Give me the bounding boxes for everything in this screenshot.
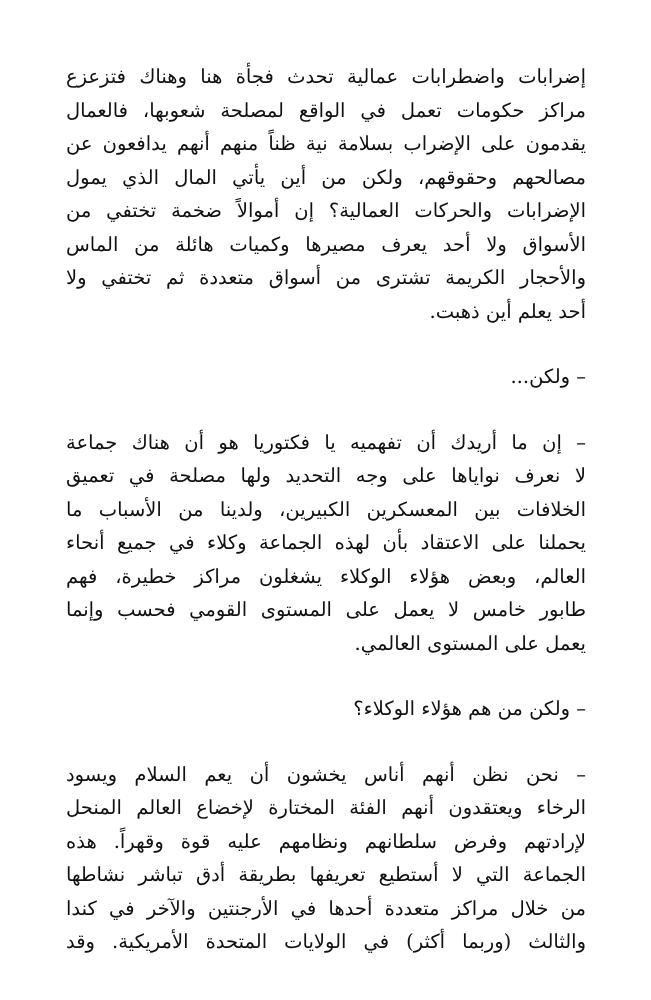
paragraph-2: [66, 360, 586, 394]
text-line: يقدمون على الإضراب بسلامة نية ظناً منهم أنهم يدافعون عن: [66, 132, 586, 155]
text-line: الإضرابات والحركات العمالية؟ إن أموالاً ضخمة تختفي من: [66, 199, 586, 222]
paragraph-spacer: [66, 394, 586, 426]
text-line: – ولكن من هم هؤلاء الوكلاء؟: [353, 697, 586, 720]
text-line: – إن ما أريدك أن تفهميه يا فكتوريا هو أن هناك جماعة: [66, 430, 586, 454]
text-line: يعمل على المستوى العالمي.: [354, 631, 586, 655]
text-line: العالم، وبعض هؤلاء الوكلاء يشغلون مراكز خطيرة، فهم: [66, 564, 586, 588]
text-line: الأسواق ولا أحد يعرف مصيرها وكميات هائلة من الماس: [66, 232, 586, 256]
paragraph-1: [66, 60, 586, 328]
text-line: أحد يعلم أين ذهبت.: [429, 299, 586, 323]
paragraph-spacer: [66, 660, 586, 692]
text-line: يحملنا على الاعتقاد بأن لهذه الجماعة وكلاء في جميع أنحاء: [66, 531, 586, 554]
text-line: لإرادتهم وفرض سلطانهم ونظامهم عليه قوة وقهراً. هذه: [66, 829, 586, 853]
paragraph-spacer: [66, 328, 586, 360]
text-line: الرخاء ويعتقدون أنهم الفئة المختارة لإخضاع العالم المنحل: [66, 796, 586, 819]
paragraph-5: [66, 758, 586, 959]
text-line: الجماعة التي لا أستطيع تعريفها بطريقة أدق تباشر نشاطها: [66, 863, 586, 886]
book-page: [66, 60, 586, 959]
text-line: من خلال مراكز متعددة أحدها في الأرجنتين والآخر في كندا: [66, 896, 586, 920]
text-line: – نحن نظن أنهم أناس يخشون أن يعم السلام ويسود: [66, 762, 586, 786]
text-line: إضرابات واضطرابات عمالية تحدث فجأة هنا وهناك فتزعزع: [66, 65, 586, 88]
text-line: والأحجار الكريمة تشترى من أسواق متعددة ثم تختفي ولا: [66, 266, 586, 289]
paragraph-4: [66, 692, 586, 726]
text-line: طابور خامس لا يعمل على المستوى القومي فحسب وإنما: [66, 598, 586, 621]
text-line: مصالحهم وحقوقهم، ولكن من أين يأتي المال الذي يمول: [66, 165, 586, 189]
paragraph-3: [66, 426, 586, 661]
text-line: مراكز حكومات تعمل في الواقع لمصلحة شعوبها، فالعمال: [66, 98, 586, 122]
text-line: الخلافات بين المعسكرين الكبيرين، ولدينا من الأسباب ما: [66, 497, 586, 521]
text-line: – ولكن...: [510, 365, 586, 388]
paragraph-spacer: [66, 726, 586, 758]
text-line: لا نعرف نواياها على وجه التحديد ولها مصلحة في تعميق: [66, 464, 586, 487]
text-line: والثالث (وربما أكثر) في الولايات المتحدة الأمريكية. وقد: [66, 930, 586, 953]
